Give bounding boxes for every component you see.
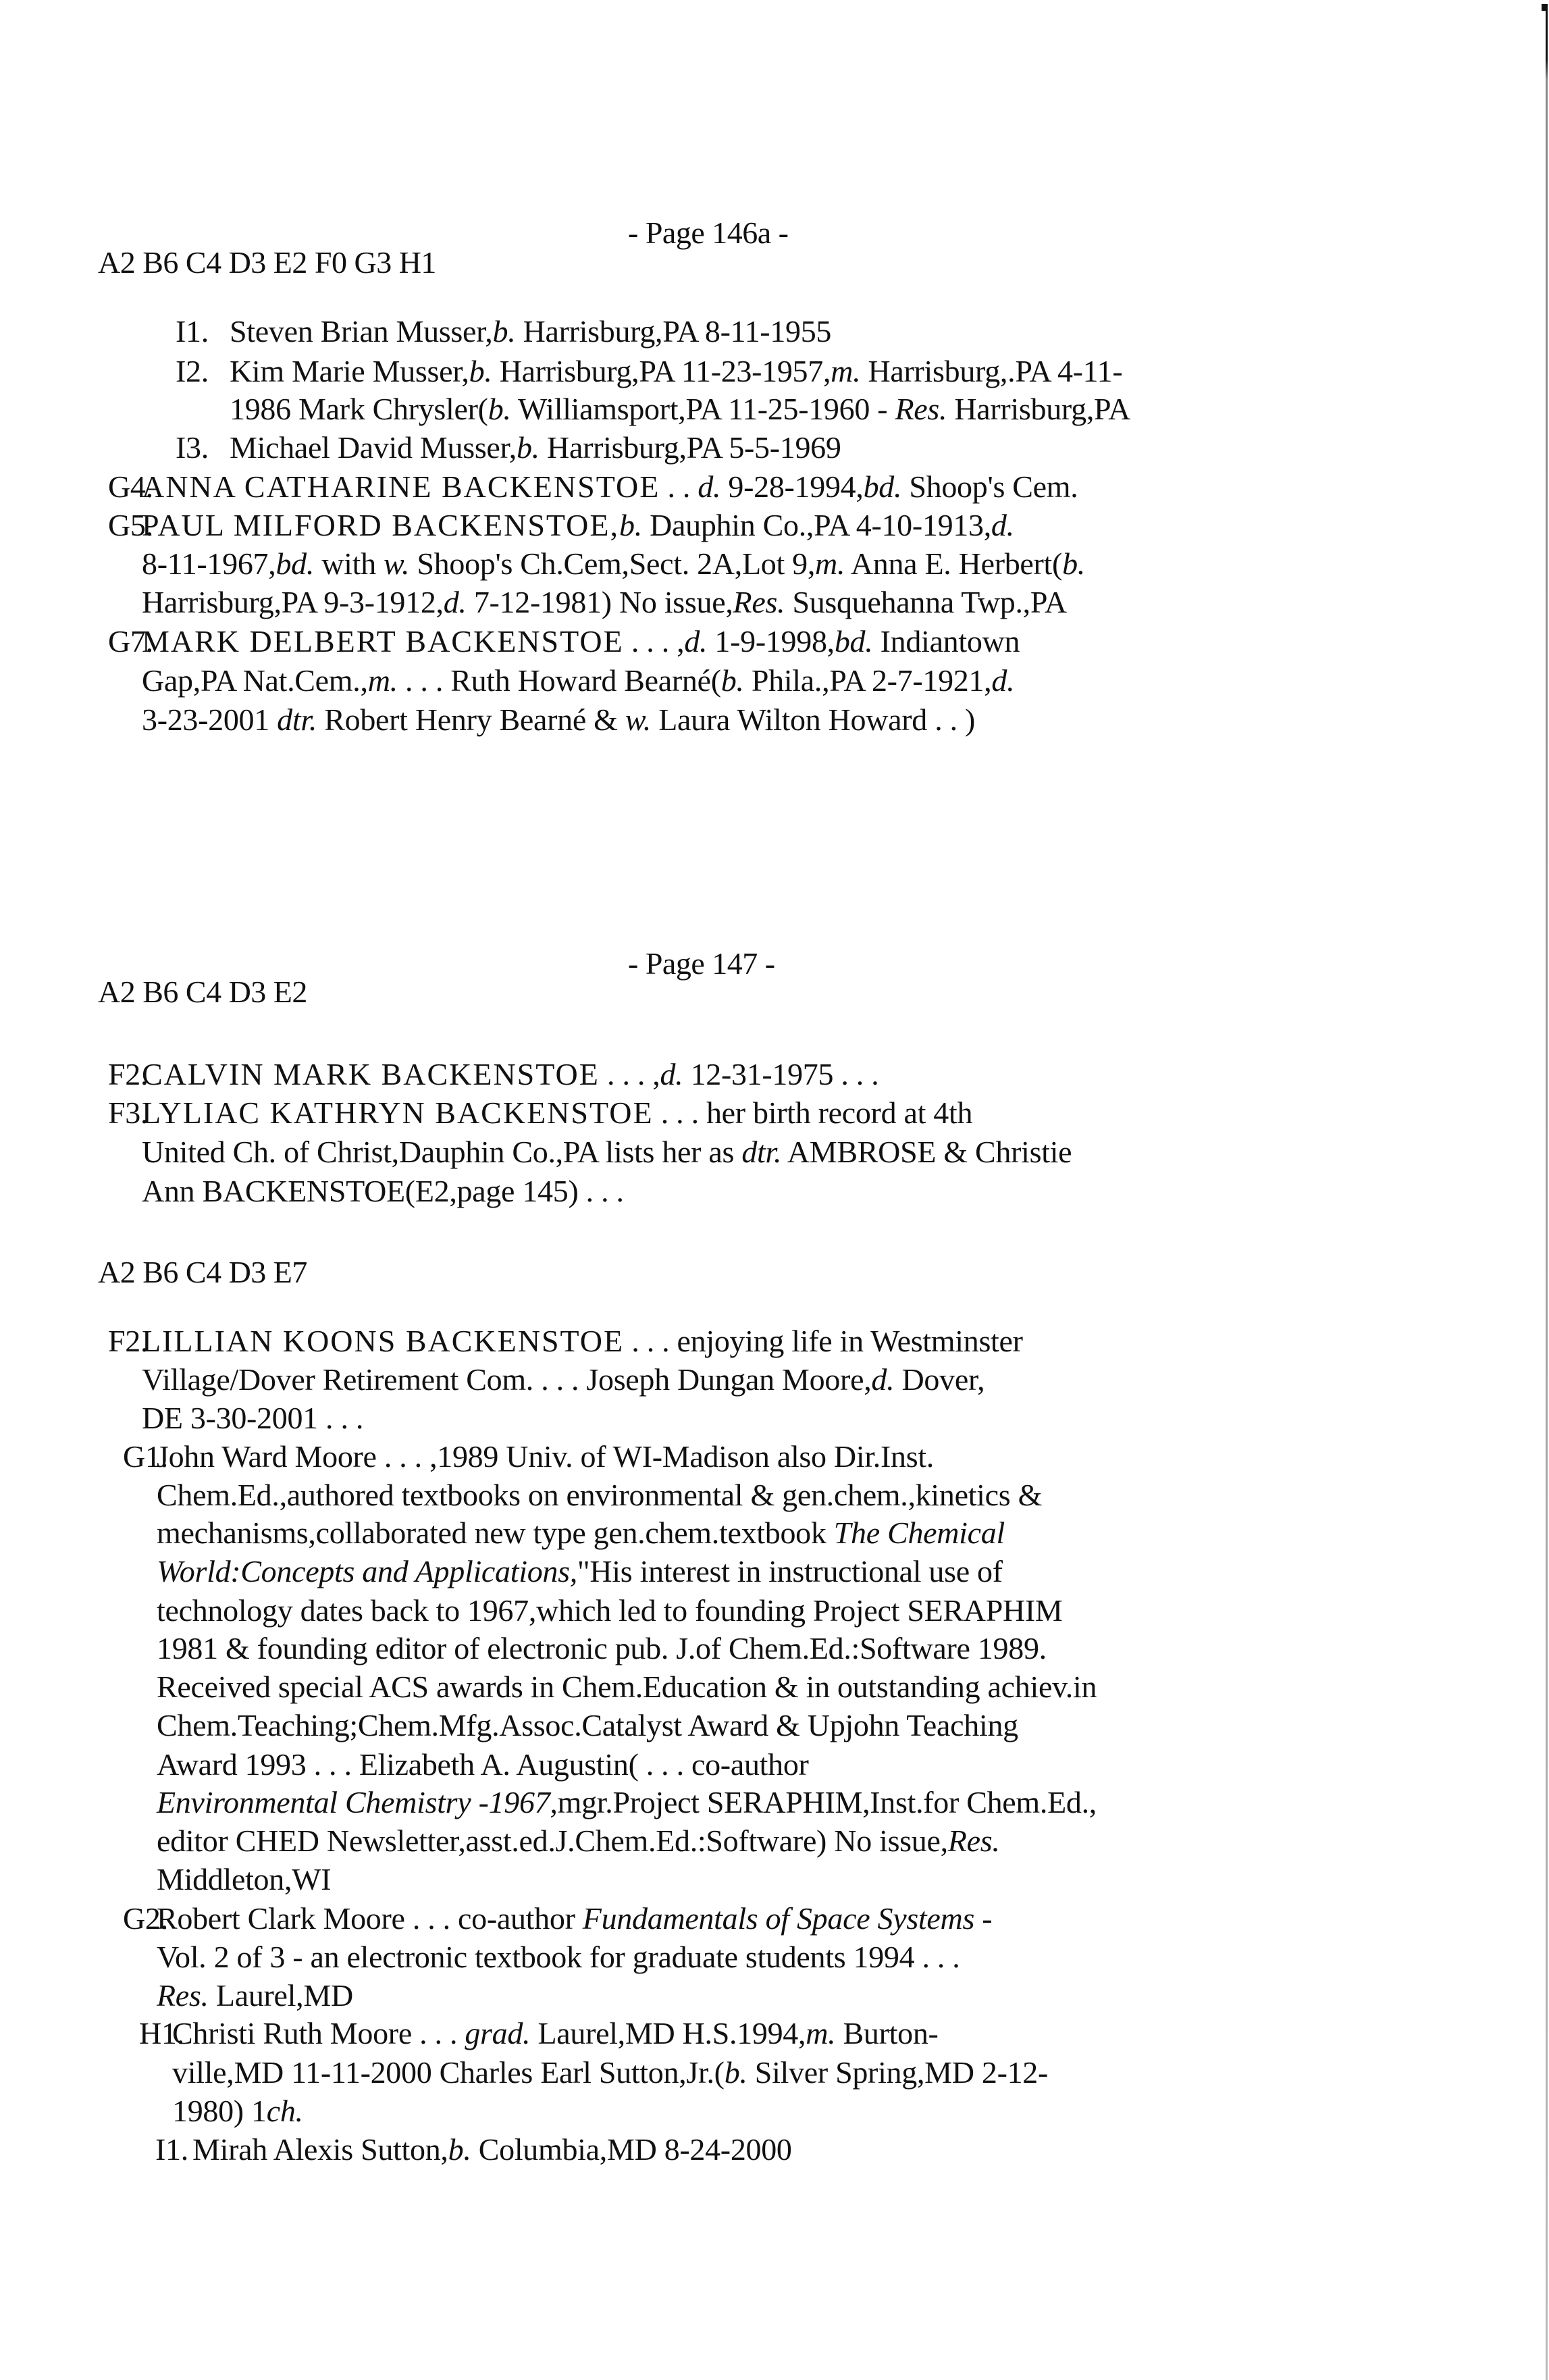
abbreviation: Environmental Chemistry -1967, [157, 1785, 558, 1819]
person-name: LILLIAN KOONS BACKENSTOE [142, 1324, 625, 1358]
lineage-code: A2 B6 C4 D3 E2 [98, 975, 307, 1009]
abbreviation: b. [448, 2132, 471, 2167]
entry-continuation [142, 548, 1085, 579]
entry-continuation [157, 1633, 1047, 1664]
entry-label: G5. [108, 508, 153, 542]
entry-label: G2. [123, 1901, 168, 1936]
text-segment: Burton- [835, 2016, 939, 2050]
entry-continuation [142, 587, 1067, 618]
text-segment: Laurel,MD H.S.1994, [530, 2016, 806, 2050]
text-segment: Robert Henry Bearné & [317, 702, 625, 737]
abbreviation: bd. [863, 469, 902, 504]
abbreviation: bd. [275, 546, 315, 581]
text-segment: 12-31-1975 . . . [683, 1057, 879, 1091]
entry-label: G1. [123, 1439, 168, 1474]
text-segment: Shoop's Ch.Cem,Sect. 2A,Lot 9, [409, 546, 816, 581]
entry-label: H1. [139, 2016, 184, 2050]
text-segment: United Ch. of Christ,Dauphin Co.,PA lists her as [142, 1135, 742, 1169]
entry-label: F2. [108, 1057, 149, 1091]
text-segment: Shoop's Cem. [901, 469, 1078, 504]
person-name: MARK DELBERT BACKENSTOE [142, 624, 624, 658]
text-segment: Harrisburg,PA 5-5-1969 [539, 430, 841, 465]
entry-continuation [142, 1176, 624, 1207]
abbreviation: w. [625, 702, 651, 737]
text-segment: DE 3-30-2001 . . . [142, 1401, 364, 1435]
text-segment: - [974, 1901, 993, 1936]
entry-label: G4. [108, 469, 153, 504]
person-name: CALVIN MARK BACKENSTOE [142, 1057, 600, 1091]
text-segment: Vol. 2 of 3 - an electronic textbook for graduate students 1994 . . . [157, 1940, 960, 1974]
text-segment: Steven Brian Musser, [230, 314, 493, 348]
text-segment: . . . enjoying life in Westminster [624, 1324, 1023, 1358]
entry-text [142, 471, 1078, 502]
entry-continuation [157, 1556, 1003, 1587]
entry-continuation [157, 1518, 1005, 1549]
entry-label: G7. [108, 624, 153, 658]
text-segment: 8-11-1967, [142, 546, 276, 581]
text-segment: 1981 & founding editor of electronic pub. J.of Chem.Ed.:Software 1989. [157, 1631, 1047, 1665]
abbreviation: b. [1062, 546, 1085, 581]
abbreviation: b. [492, 314, 516, 348]
entry-continuation [157, 1672, 1097, 1703]
abbreviation: ch. [266, 2094, 303, 2128]
text-segment: 9-28-1994, [720, 469, 864, 504]
text-segment: Harrisburg,.PA 4-11- [860, 354, 1123, 388]
abbreviation: dtr. [741, 1135, 782, 1169]
text-segment: technology dates back to 1967,which led to founding Project SERAPHIM [157, 1593, 1063, 1628]
abbreviation: b. [724, 2055, 747, 2090]
page-edge-line [1546, 5, 1548, 2380]
abbreviation: bd. [834, 624, 873, 658]
entry-text [230, 356, 1122, 387]
entry-text [142, 626, 1020, 657]
entry-continuation [142, 665, 1014, 696]
entry-label: I1. [155, 2132, 188, 2167]
entry-continuation [142, 1364, 984, 1395]
entry-text [157, 1441, 934, 1472]
abbreviation: d. [660, 1057, 683, 1091]
abbreviation: d. [871, 1362, 895, 1397]
text-segment: Chem.Teaching;Chem.Mfg.Assoc.Catalyst Award & Upjohn Teaching [157, 1708, 1018, 1742]
abbreviation: dtr. [277, 702, 317, 737]
text-segment: Robert Clark Moore . . . co-author [157, 1901, 583, 1936]
entry-continuation [172, 2057, 1048, 2088]
abbreviation: b. [488, 392, 511, 426]
abbreviation: Fundamentals of Space Systems [582, 1901, 975, 1936]
abbreviation: d. [684, 624, 708, 658]
entry-continuation [157, 1864, 331, 1895]
text-segment: Harrisburg,PA 11-23-1957, [492, 354, 831, 388]
text-segment: Harrisburg,PA 9-3-1912, [142, 585, 444, 619]
text-segment: Award 1993 . . . Elizabeth A. Augustin( . . . co-author [157, 1747, 809, 1782]
text-segment: 3-23-2001 [142, 702, 278, 737]
text-segment: Ann BACKENSTOE(E2,page 145) . . . [142, 1174, 624, 1208]
page-label: - Page 147 - [628, 946, 775, 981]
entry-continuation [157, 1942, 960, 1973]
abbreviation: Res. [895, 392, 947, 426]
text-segment: . . . Ruth Howard Bearné( [397, 663, 721, 698]
entry-text [142, 510, 1014, 541]
entry-continuation [172, 2096, 303, 2127]
text-segment: with [314, 546, 384, 581]
text-segment: . . . , [623, 624, 685, 658]
entry-label: I3. [176, 430, 209, 465]
entry-text [142, 1326, 1023, 1357]
abbreviation: d. [991, 663, 1015, 698]
text-segment: 1986 Mark Chrysler( [230, 392, 488, 426]
entry-continuation [157, 1595, 1063, 1626]
text-segment: Williamsport,PA 11-25-1960 - [510, 392, 895, 426]
text-segment: editor CHED Newsletter,asst.ed.J.Chem.Ed.:Software) No issue, [157, 1823, 948, 1858]
entry-continuation [157, 1710, 1018, 1741]
person-name: ANNA CATHARINE BACKENSTOE [142, 469, 660, 504]
entry-continuation [142, 1403, 363, 1434]
abbreviation: World:Concepts and Applications, [157, 1554, 577, 1588]
text-segment: Kim Marie Musser, [230, 354, 469, 388]
text-segment: Harrisburg,PA [947, 392, 1130, 426]
text-segment: AMBROSE & Christie [781, 1135, 1072, 1169]
abbreviation: b. [720, 663, 744, 698]
entry-continuation [157, 1980, 353, 2011]
text-segment: Susquehanna Twp.,PA [785, 585, 1067, 619]
text-segment: . . . , [599, 1057, 660, 1091]
text-segment: Gap,PA Nat.Cem., [142, 663, 368, 698]
abbreviation: m. [815, 546, 845, 581]
abbreviation: d. [443, 585, 467, 619]
entry-label: I1. [176, 314, 209, 348]
abbreviation: w. [384, 546, 410, 581]
entry-label: F3. [108, 1095, 149, 1130]
text-segment: John Ward Moore . . . ,1989 Univ. of WI-Madison also Dir.Inst. [157, 1439, 935, 1474]
text-segment: . . [660, 469, 698, 504]
entry-continuation [157, 1787, 1097, 1818]
text-segment: Silver Spring,MD 2-12- [747, 2055, 1049, 2090]
text-segment: Dauphin Co.,PA 4-10-1913, [641, 508, 991, 542]
abbreviation: Res. [733, 585, 785, 619]
text-segment: ville,MD 11-11-2000 Charles Earl Sutton,Jr.( [172, 2055, 725, 2090]
abbreviation: m. [367, 663, 398, 698]
entry-continuation [157, 1749, 809, 1780]
abbreviation: m. [806, 2016, 836, 2050]
entry-text [142, 1097, 972, 1129]
entry-label: I2. [176, 354, 209, 388]
entry-text [230, 316, 831, 347]
text-segment: . . . her birth record at 4th [653, 1095, 973, 1130]
entry-continuation [157, 1823, 1000, 1858]
text-segment: Laura Wilton Howard . . ) [651, 702, 976, 737]
text-segment: Chem.Ed.,authored textbooks on environmental & gen.chem.,kinetics & [157, 1478, 1043, 1512]
entry-continuation [157, 1480, 1042, 1511]
abbreviation: b. [516, 430, 540, 465]
text-segment: Phila.,PA 2-7-1921, [743, 663, 992, 698]
text-segment: Christi Ruth Moore . . . [172, 2016, 465, 2050]
text-segment: mechanisms,collaborated new type gen.chem.textbook [157, 1516, 834, 1550]
text-segment: mgr.Project SERAPHIM,Inst.for Chem.Ed., [557, 1785, 1097, 1819]
text-segment: Columbia,MD 8-24-2000 [471, 2132, 792, 2167]
abbreviation: d. [991, 508, 1014, 542]
text-segment: Harrisburg,PA 8-11-1955 [515, 314, 832, 348]
entry-continuation [142, 704, 975, 735]
text-segment: 1980) 1 [172, 2094, 267, 2128]
entry-label: F2. [108, 1324, 149, 1358]
abbreviation: b. [469, 354, 492, 388]
entry-text [172, 2018, 939, 2049]
abbreviation: Res. [947, 1823, 1000, 1858]
text-segment: Middleton,WI [157, 1862, 332, 1896]
text-segment: Anna E. Herbert( [845, 546, 1063, 581]
entry-text [142, 1059, 878, 1090]
lineage-code: A2 B6 C4 D3 E2 F0 G3 H1 [98, 245, 436, 280]
text-segment: Dover, [894, 1362, 985, 1397]
entry-text [192, 2134, 792, 2165]
text-segment: 1-9-1998, [707, 624, 835, 658]
text-segment: "His interest in instructional use of [577, 1554, 1003, 1588]
page-label: - Page 146a - [628, 215, 789, 250]
entry-continuation [142, 1137, 1072, 1168]
text-segment: Indiantown [872, 624, 1020, 658]
lineage-code: A2 B6 C4 D3 E7 [98, 1255, 307, 1289]
abbreviation: d. [698, 469, 721, 504]
entry-text [157, 1903, 992, 1934]
abbreviation: m. [831, 354, 861, 388]
text-segment: Michael David Musser, [230, 430, 517, 465]
person-name: LYLIAC KATHRYN BACKENSTOE [142, 1095, 654, 1130]
entry-continuation [230, 394, 1130, 425]
abbreviation: Res. [157, 1978, 209, 2013]
abbreviation: The Chemical [833, 1516, 1005, 1550]
text-segment: 7-12-1981) No issue, [466, 585, 733, 619]
abbreviation: grad. [465, 2016, 531, 2050]
text-segment: Mirah Alexis Sutton, [192, 2132, 448, 2167]
text-segment: Laurel,MD [208, 1978, 353, 2013]
person-name: PAUL MILFORD BACKENSTOE, [142, 508, 620, 542]
abbreviation: b. [619, 508, 642, 542]
entry-text [230, 432, 841, 463]
text-segment: Village/Dover Retirement Com. . . . Joseph Dungan Moore, [142, 1362, 872, 1397]
text-segment: Received special ACS awards in Chem.Education & in outstanding achiev.in [157, 1670, 1097, 1704]
